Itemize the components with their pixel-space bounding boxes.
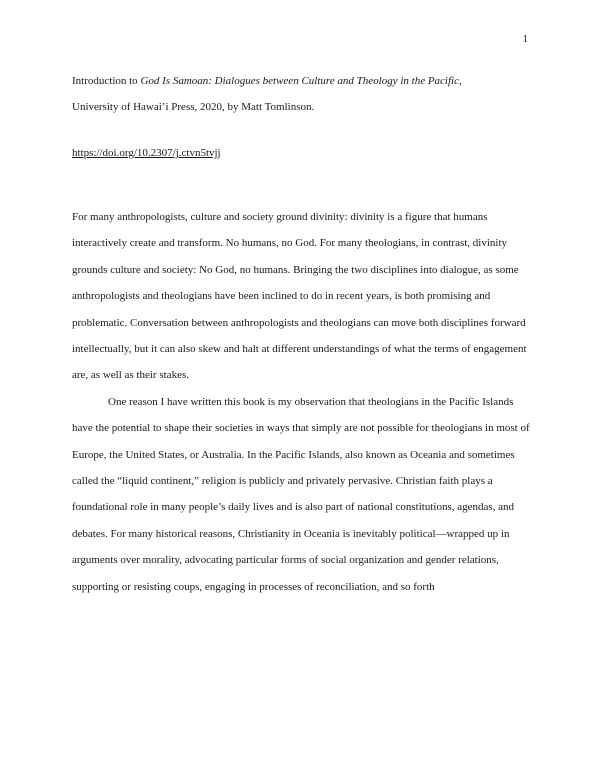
citation-header	[72, 68, 532, 120]
body-text	[72, 204, 532, 600]
intro-suffix: ,	[458, 75, 462, 87]
paragraph-1: For many anthropologists, culture and society ground divinity: divinity is a figure that humans interactively create and transform. No humans, no God. For many theologians, in contrast, divinity grounds culture and society: No God, no humans. Bringing the two disciplines into dialogue, as some anthropologists and theologians have been inclined to do in recent years, is both promising and problematic. Conversation between anthropologists and theologians can move both disciplines forward intellectually, but it can also skew and halt at different understandings of what the terms of engagement are, as well as their stakes.	[72, 211, 527, 382]
intro-prefix: Introduction to	[72, 75, 141, 87]
page-number: 1	[522, 33, 528, 45]
paragraph-2: One reason I have written this book is my observation that theologians in the Pacific Islands have the potential to shape their societies in ways that simply are not possible for theologians in most of Europe, the United States, or Australia. In the Pacific Islands, also known as Oceania and sometimes called the “liquid continent,” religion is publicly and privately pervasive. Christian faith plays a foundational role in many people’s daily lives and is also part of national constitutions, agendas, and debates. For many historical reasons, Christianity in Oceania is inevitably political—wrapped up in arguments over morality, advocating particular forms of social organization and gender relations, supporting or resisting coups, engaging in processes of reconciliation, and so forth	[72, 395, 530, 593]
book-title: God Is Samoan: Dialogues between Culture and Theology in the Pacific	[140, 75, 459, 87]
publisher-line: University of Hawai’i Press, 2020, by Matt Tomlinson.	[72, 101, 315, 113]
doi-link[interactable]: https://doi.org/10.2307/j.ctvn5tvjj	[72, 147, 221, 159]
